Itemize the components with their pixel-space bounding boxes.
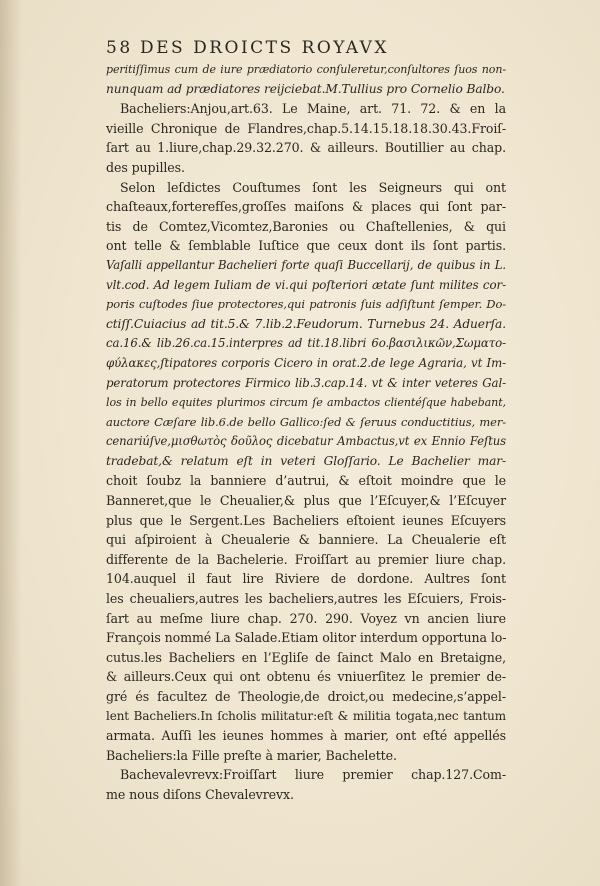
text-line: ont telle & ſemblable Iuſtice que ceux dont ils ſont partis. <box>106 238 506 254</box>
text-line: 104.auquel il faut lire Riviere de dordone. Aultres ſont <box>106 571 506 587</box>
text-line: cenariúſve,μισθωτὸς δοῦλος dicebatur Ambactus,vt ex Ennio Feſtus <box>106 434 506 449</box>
text-line: tis de Comtez,Vicomtez,Baronies ou Chaſtellenies, & qui <box>106 218 506 234</box>
text-line: des pupilles. <box>106 159 185 175</box>
text-line: gré és facultez de Theologie,de droict,ou medecine,s’appel- <box>106 689 506 704</box>
text-line: los in bello equites plurimos circum ſe ambactos clientéſque habebant, <box>106 396 506 410</box>
text-line: cutus.les Bacheliers en l’Egliſe de ſainct Malo en Bretaigne, <box>106 649 506 665</box>
text-line: poris cuſtodes ſiue protectores,qui patronis ſuis adſiſtunt ſemper. Do- <box>106 297 506 312</box>
text-line: chaſteaux,forterefſes,groſſes maiſons & places qui ſont par- <box>106 199 506 215</box>
text-line: Bachevalevrevx:Froiſſart liure premier chap.127.Com- <box>120 767 506 783</box>
text-line: differente de la Bachelerie. Froiſſart au premier liure chap. <box>106 551 506 567</box>
text-line: auctore Cæſare lib.6.de bello Gallico:ſed & ſeruus conductitius, mer- <box>106 414 506 429</box>
body-text <box>106 60 506 805</box>
text-line: vlt.cod. Ad legem Iuliam de vi.qui poſteriori ætate ſunt milites cor- <box>106 277 506 292</box>
text-line: Vaſalli appellantur Bachelieri forte quaſi Buccellarij, de quibus in L. <box>106 257 506 272</box>
text-line: choit ſoubz la banniere d’autrui, & eſtoit moindre que le <box>106 473 506 489</box>
running-title: DES DROICTS ROYAVX <box>140 38 390 58</box>
text-line: ca.16.& lib.26.ca.15.interpres ad tit.18.libri 6o.βασιλικῶν,Σωματο- <box>106 336 506 351</box>
text-line: φύλακες,ſtipatores corporis Cicero in orat.2.de lege Agraria, vt Im- <box>106 355 506 370</box>
text-line: tradebat,& relatum eſt in veteri Gloſſario. Le Bachelier mar- <box>106 453 506 468</box>
text-line: ſart au meſme liure chap. 270. 290. Voyez vn ancien liure <box>106 610 506 626</box>
text-line: les cheualiers,autres les bacheliers,autres les Eſcuiers, Frois- <box>106 591 506 607</box>
text-line: peritiſſimus cum de iure prædiatorio conſuleretur,conſultores ſuos non- <box>106 63 506 76</box>
text-line: ſart au 1.liure,chap.29.32.270. & ailleurs. Boutillier au chap. <box>106 140 506 156</box>
text-line: ctiſſ.Cuiacius ad tit.5.& 7.lib.2.Feudorum. Turnebus 24. Aduerſa. <box>106 316 506 331</box>
text-line: peratorum protectores Firmico lib.3.cap.14. vt & inter veteres Gal- <box>106 375 506 390</box>
text-line: Bacheliers:la Fille preſte à marier, Bachelette. <box>106 747 397 763</box>
text-line: plus que le Sergent.Les Bacheliers eſtoient ieunes Eſcuyers <box>106 512 506 528</box>
text-line: Selon leſdictes Couſtumes ſont les Seigneurs qui ont <box>120 179 506 195</box>
text-line: qui aſpiroient à Cheualerie & banniere. La Cheualerie eſt <box>106 532 506 548</box>
text-line: François nommé La Salade.Etiam olitor interdum opportuna lo- <box>106 630 507 646</box>
text-line: armata. Auſſi les ieunes hommes à marier, ont eſté appellés <box>106 728 506 744</box>
text-line: Banneret,que le Cheualier,& plus que l’Eſcuyer,& l’Eſcuyer <box>106 493 506 509</box>
text-line: Bacheliers:Anjou,art.63. Le Maine, art. 71. 72. & en la <box>120 101 506 117</box>
page-number: 58 <box>106 38 133 58</box>
text-line: & ailleurs.Ceux qui ont obtenu és vniuerſitez le premier de- <box>106 669 506 685</box>
text-line: vieille Chronique de Flandres,chap.5.14.15.18.18.30.43.Froiſ- <box>106 120 506 136</box>
page-header <box>106 38 506 60</box>
text-line: nunquam ad prædiatores reijciebat.M.Tullius pro Cornelio Balbo. <box>106 81 505 96</box>
text-line: me nous diſons Chevalevrevx. <box>106 786 294 802</box>
text-line: lent Bacheliers.In ſcholis militatur:eſt & militia togata,nec tantum <box>106 708 506 723</box>
